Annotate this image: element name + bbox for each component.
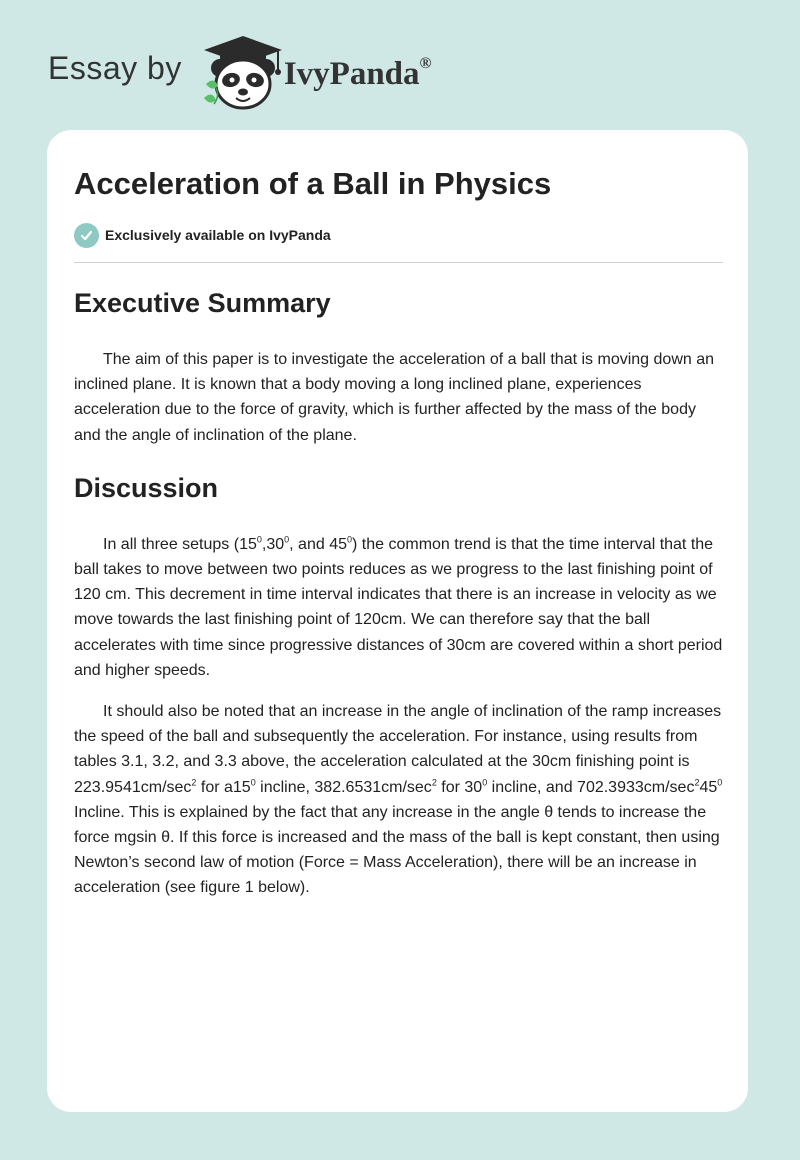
check-circle-icon [74, 223, 99, 248]
essay-by-label: Essay by [48, 49, 182, 86]
brand-name[interactable]: IvyPanda® [283, 54, 432, 92]
section-heading-executive-summary: Executive Summary [74, 288, 331, 318]
panda-logo-icon[interactable] [198, 32, 288, 112]
section-heading-discussion: Discussion [74, 472, 219, 503]
article-content [74, 130, 723, 901]
article-card [47, 130, 748, 1112]
discussion-paragraph-1: In all three setups ($15^0,30^0$, and $45^0$) the common trend is that the time interval that the ball takes to move between two points reduces as we progress to the last finishing point of 120 cm. This decrement in time interval indicates that there is an increase in velocity as we move towards the last finishing point of 120cm. We can therefore say that the ball accelerates with time since progressive distances of 30cm are covered within a short period and higher speeds. [74, 534, 723, 679]
site-header [48, 32, 432, 112]
executive-summary-paragraph: The aim of this paper is to investigate the acceleration of a ball that is moving down an inclined plane. It is known that a body moving a long inclined plane, experiences acceleration due to the force of gravity, which is further affected by the mass of the body and the angle of inclination of the plane. [74, 351, 715, 444]
registered-mark: ® [419, 54, 432, 72]
exclusive-label: Exclusively available on IvyPanda [105, 227, 331, 243]
title-divider [74, 262, 723, 263]
discussion-paragraph-2: It should also be noted that an increase in the angle of inclination of the ramp increases the speed of the ball and subsequently the acceleration. For instance, using results from tables 3.1, 3.2, and 3.3 above, the acceleration calculated at the 30cm finishing point is $223.9541cm/\sec^2$ for $a15^0$ incline, $382.6531cm/\sec^2$ for $30^0$ incline, and $702.3933cm/\sec^245^0$ Incline. This is explained by the fact that any increase in the angle θ tends to increase the force mgsin θ. If this force is increased and the mass of the ball is kept constant, then using Newton’s second law of motion (Force = Mass Acceleration), there will be an increase in acceleration (see figure 1 below). [74, 703, 723, 897]
article-title: Acceleration of a Ball in Physics [74, 166, 552, 201]
exclusive-badge [74, 222, 723, 248]
